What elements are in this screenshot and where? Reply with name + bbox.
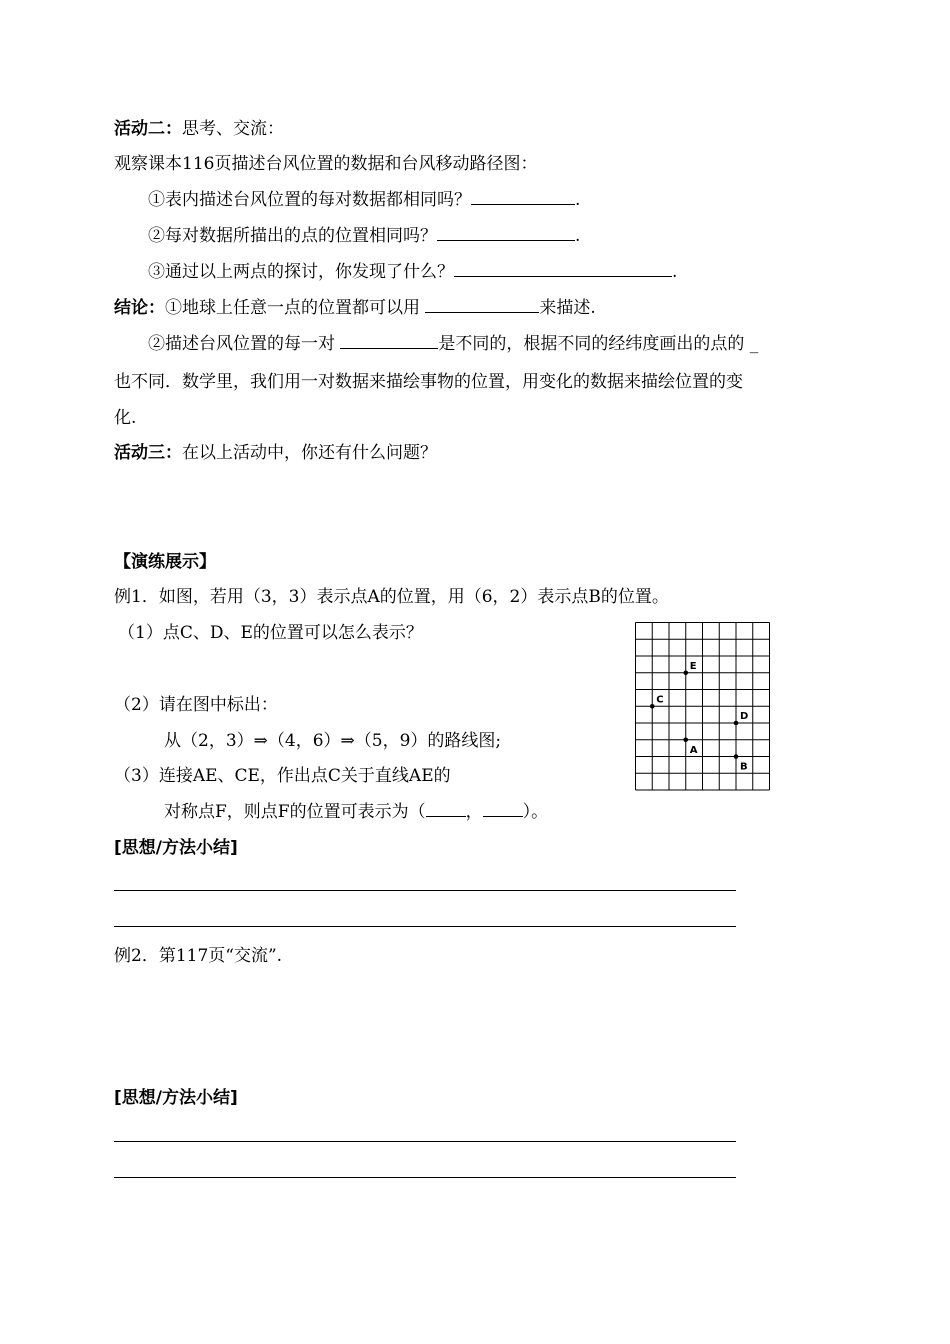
conclusion-2-start: ②描述台风位置的每一对	[148, 334, 341, 354]
writing-line[interactable]	[114, 926, 736, 927]
grid-point-label-c: C	[656, 694, 664, 706]
example-1-q3: （3）连接AE、CE，作出点C关于直线AE的	[114, 766, 451, 786]
coord-blank-x[interactable]	[426, 800, 466, 817]
practice-heading: 【演练展示】	[114, 552, 216, 572]
grid-points	[650, 661, 748, 773]
conclusion-2-line2: 也不同．数学里，我们用一对数据来描绘事物的位置，用变化的数据来描绘位置的变	[114, 372, 743, 392]
question-2	[148, 224, 580, 248]
conclusion-1-end: 来描述.	[539, 298, 596, 318]
grid-point-d	[734, 721, 739, 726]
activity3	[114, 441, 437, 465]
grid-point-label-a: A	[689, 744, 698, 756]
summary-heading-1: [思想/方法小结]	[114, 838, 238, 858]
example-1-q3-cont-a: 对称点F，则点F的位置可表示为（	[164, 802, 426, 822]
conclusion-2-mid: 是不同的，根据不同的经纬度画出的点的 _	[438, 334, 759, 354]
answer-blank-2[interactable]	[437, 224, 575, 241]
conclusion-blank-1[interactable]	[425, 296, 539, 313]
activity2-heading	[114, 117, 284, 141]
grid-lines	[636, 623, 770, 791]
coordinate-grid	[635, 622, 775, 792]
example-2: 例2．第117页“交流”.	[114, 946, 283, 966]
grid-point-c	[650, 704, 655, 709]
grid-point-label-b: B	[740, 761, 748, 773]
answer-blank-3[interactable]	[454, 260, 672, 277]
question-1-text: ①表内描述台风位置的每对数据都相同吗？	[148, 190, 471, 210]
writing-line[interactable]	[114, 890, 736, 891]
writing-line[interactable]	[114, 1141, 736, 1142]
conclusion-1-start: ①地球上任意一点的位置都可以用	[165, 298, 426, 318]
activity3-label: 活动三：	[114, 443, 182, 463]
coord-blank-y[interactable]	[483, 800, 523, 817]
activity2-title: 思考、交流：	[182, 119, 284, 139]
grid-point-e	[683, 670, 688, 675]
example-1-q1: （1）点C、D、E的位置可以怎么表示？	[118, 623, 423, 643]
example-1-q2-path: 从（2，3）⇒（4，6）⇒（5，9）的路线图;	[164, 731, 502, 751]
conclusion-1	[114, 296, 596, 320]
question-3	[148, 260, 677, 284]
question-2-text: ②每对数据所描出的点的位置相同吗？	[148, 226, 437, 246]
question-3-text: ③通过以上两点的探讨，你发现了什么？	[148, 262, 454, 282]
question-1-period: .	[575, 190, 581, 210]
activity2-intro: 观察课本116页描述台风位置的数据和台风移动路径图：	[114, 154, 538, 174]
question-2-period: .	[575, 226, 581, 246]
question-3-period: .	[672, 262, 678, 282]
grid-point-a	[683, 737, 688, 742]
answer-blank-1[interactable]	[471, 188, 575, 205]
example-1-q2: （2）请在图中标出：	[114, 695, 278, 715]
example-1: 例1．如图，若用（3，3）表示点A的位置，用（6，2）表示点B的位置。	[114, 587, 669, 607]
grid-point-label-d: D	[740, 711, 749, 722]
conclusion-2	[148, 332, 758, 356]
example-1-q3-end: ）。	[522, 802, 549, 822]
summary-heading-2: [思想/方法小结]	[114, 1088, 238, 1108]
conclusion-2-line3: 化.	[114, 408, 137, 428]
activity3-text: 在以上活动中，你还有什么问题？	[182, 443, 437, 463]
writing-line[interactable]	[114, 1177, 736, 1178]
grid-point-b	[734, 754, 739, 759]
question-1	[148, 188, 580, 212]
conclusion-blank-2[interactable]	[340, 332, 438, 349]
conclusion-label: 结论：	[114, 298, 165, 318]
grid-point-label-e: E	[689, 660, 697, 672]
activity2-label: 活动二：	[114, 119, 182, 139]
example-1-q3-comma: ，	[465, 802, 483, 822]
example-1-q3-cont	[164, 800, 548, 824]
